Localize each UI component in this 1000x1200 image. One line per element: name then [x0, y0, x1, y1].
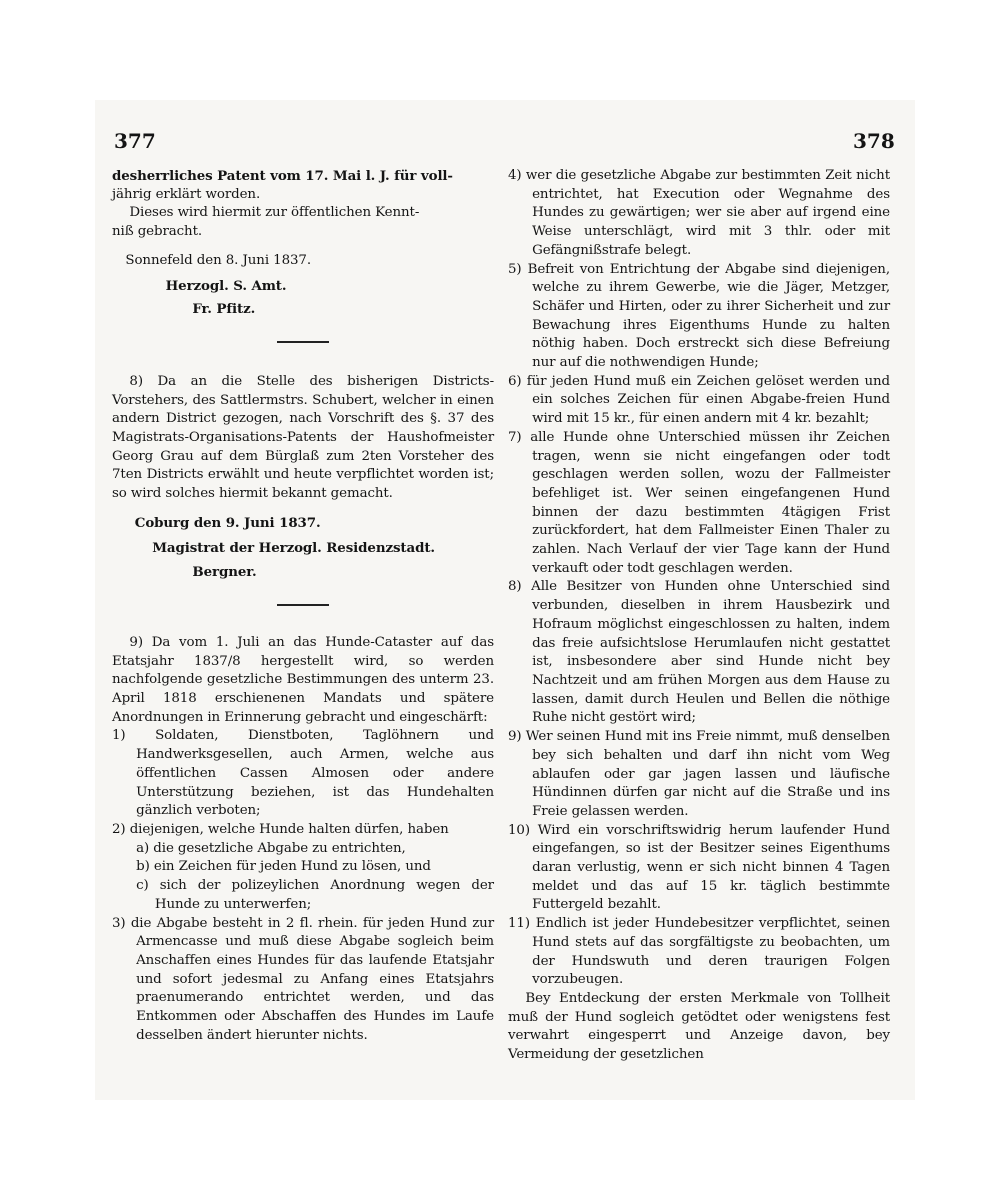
- section-divider: [277, 341, 329, 343]
- list-item: 7) alle Hunde ohne Unterschied müssen ihr Zeichen tragen, wenn sie nicht eingefangen oder todt geschlagen werden sollen, wozu der Fallmeister befehliget ist. Wer seinen eingefangenen Hund binnen der dazu bestimmten 4tägigen Frist zurückfordert, hat dem Fallmeister Einen Thaler zu zahlen. Nach Verlauf der vier Tage kann der Hund verkauft oder todt geschlagen werden.: [508, 429, 890, 576]
- list-item: 8) Alle Besitzer von Hunden ohne Unterschied sind verbunden, dieselben in ihrem Hausbezirk und Hofraum möglichst eingeschlossen zu halten, indem das freie aufsichtslose Herumlaufen nicht gestattet ist, insbesondere aber sind Hunde nicht bey Nachtzeit und am frühen Morgen aus dem Hause zu lassen, damit durch Heulen und Bellen die nöthige Ruhe nicht gestört wird;: [508, 579, 890, 726]
- signer-name: Bergner.: [192, 564, 257, 581]
- intro-line: jährig erklärt worden.: [112, 186, 261, 202]
- signer-name: Fr. Pfitz.: [192, 301, 256, 318]
- list-item: 1) Soldaten, Dienstboten, Taglöhnern und Handwerksgesellen, auch Armen, welche aus öffentlichen Cassen Almosen oder andere Unterstützung beziehen, ist das Hundehalten gänzlich verboten;: [112, 728, 494, 819]
- closing-paragraph: Bey Entdeckung der ersten Merkmale von Tollheit muß der Hund sogleich getödtet oder wenigstens fest verwahrt eingesperrt und Anzeige davon, bey Vermeidung der gesetzlichen: [508, 990, 890, 1063]
- date-line: Coburg den 9. Juni 1837.: [134, 514, 321, 531]
- date-line: Sonnefeld den 8. Juni 1837.: [125, 252, 311, 268]
- right-column: [508, 167, 890, 1065]
- list-item: 3) die Abgabe besteht in 2 fl. rhein. für jeden Hund zur Armencasse und muß diese Abgabe sogleich beim Anschaffen eines Hundes für das laufende Etatsjahr und sofort jedesmal zu Anfang eines Etatsjahrs praenumerando entrichtet werden, und das Entkommen oder Abschaffen des Hundes im Laufe desselben ändert hierunter nichts.: [112, 915, 494, 1043]
- signer-office: Herzogl. S. Amt.: [165, 277, 287, 294]
- list-item: 2) diejenigen, welche Hunde halten dürfen, haben: [112, 821, 449, 837]
- list-item: 9) Wer seinen Hund mit ins Freie nimmt, muß denselben bey sich behalten und darf ihn nicht vom Weg ablaufen oder gar jagen lassen und läufische Hündinnen dürfen gar nicht auf die Straße und ins Freie gelassen werden.: [508, 729, 890, 819]
- section-divider: [277, 604, 329, 606]
- list-item: 5) Befreit von Entrichtung der Abgabe sind diejenigen, welche zu ihrem Gewerbe, wie die Jäger, Metzger, Schäfer und Hirten, oder zu ihrer Sicherheit und zur Bewachung ihres Eigenthums Hunde zu halten nöthig haben. Doch erstreckt sich diese Befreiung nur auf die nothwendigen Hunde;: [508, 261, 890, 371]
- page-number-left: 377: [114, 129, 156, 153]
- intro-line: desherrliches Patent vom 17. Mai l. J. für voll-: [112, 168, 453, 184]
- sub-list-item: a) die gesetzliche Abgabe zu entrichten,: [136, 840, 406, 856]
- intro-line: Dieses wird hiermit zur öffentlichen Kennt-: [129, 205, 420, 221]
- list-item: 11) Endlich ist jeder Hundebesitzer verpflichtet, seinen Hund stets auf das sorgfältigste zu beobachten, um der Hundswuth und deren traurigen Folgen vorzubeugen.: [508, 916, 890, 988]
- intro-line: niß gebracht.: [112, 224, 203, 240]
- notice-paragraph: 8) Da an die Stelle des bisherigen Districts-Vorstehers, des Sattlermstrs. Schubert, welcher in einen andern District gezogen, nach Vorschrift des §. 37 des Magistrats-Organisations-Patents der Haushofmeister Georg Grau auf dem Bürglaß zum 2ten Vorsteher des 7ten Districts erwählt und heute verpflichtet worden ist; so wird solches hiermit bekannt gemacht.: [112, 373, 494, 502]
- notice-paragraph: 9) Da vom 1. Juli an das Hunde-Cataster auf das Etatsjahr 1837/8 hergestellt wird, so werden nachfolgende gesetzliche Bestimmungen des unterm 23. April 1818 erschienenen Mandats und spätere Anordnungen in Erinnerung gebracht und eingeschärft:: [112, 634, 494, 725]
- signer-office: Magistrat der Herzogl. Residenzstadt.: [152, 539, 435, 556]
- sub-list-item: c) sich der polizeylichen Anordnung wegen der Hunde zu unterwerfen;: [136, 878, 494, 912]
- sub-list-item: b) ein Zeichen für jeden Hund zu lösen, und: [136, 859, 431, 875]
- left-column: [112, 167, 494, 1045]
- list-item: 10) Wird ein vorschriftswidrig herum laufender Hund eingefangen, so ist der Besitzer seines Eigenthums daran verlustig, wenn er sich nicht binnen 4 Tagen meldet und das auf 15 kr. täglich bestimmte Futtergeld bezahlt.: [508, 822, 890, 913]
- list-item: 4) wer die gesetzliche Abgabe zur bestimmten Zeit nicht entrichtet, hat Execution oder Wegnahme des Hundes zu gewärtigen; wer sie aber auf irgend eine Weise unterschlägt, wird mit 3 thlr. oder mit Gefängnißstrafe belegt.: [508, 168, 890, 258]
- list-item: 6) für jeden Hund muß ein Zeichen gelöset werden und ein solches Zeichen für einen Abgabe-freien Hund wird mit 15 kr., für einen andern mit 4 kr. bezahlt;: [508, 373, 890, 427]
- page-number-right: 378: [853, 129, 895, 153]
